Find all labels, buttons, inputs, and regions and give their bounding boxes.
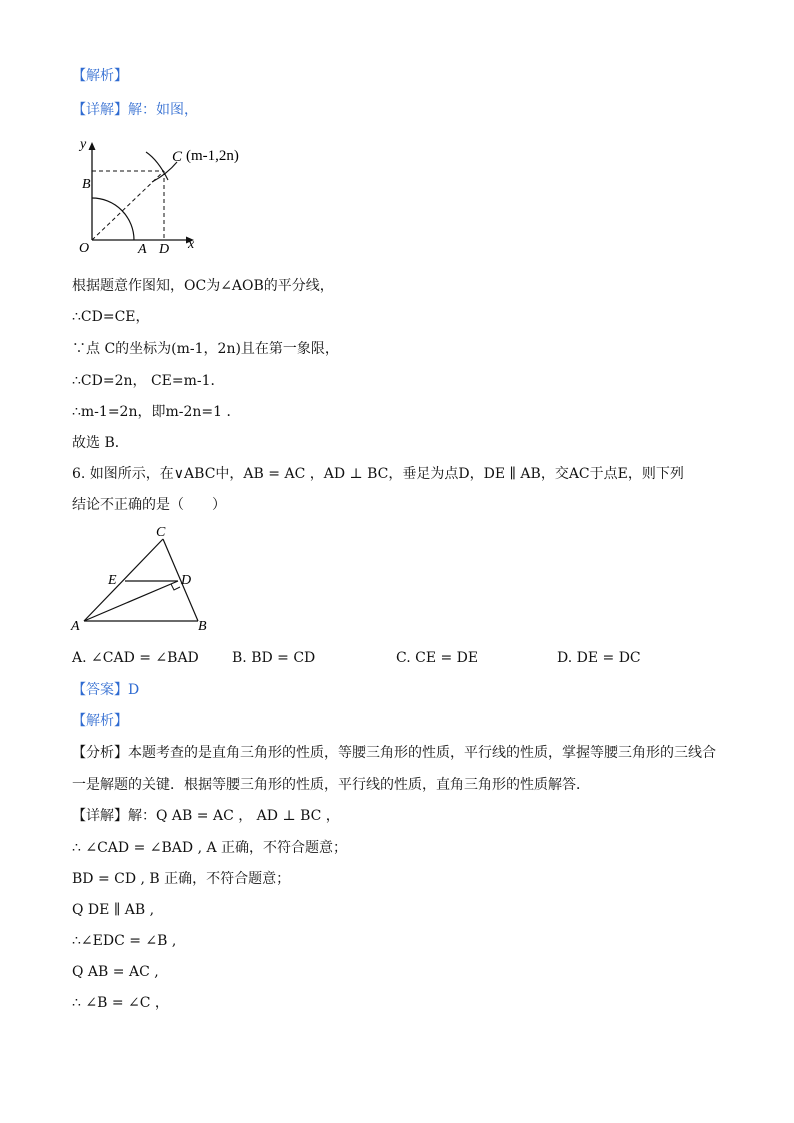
- q6-stem-line-1: 6. 如图所示，在∨ABC中，AB = AC ，AD ⊥ BC，垂足为点D，DE ∥ AB，交AC于点E，则下列: [72, 466, 684, 482]
- analysis-line-1: 【分析】本题考查的是直角三角形的性质，等腰三角形的性质，平行线的性质，掌握等腰三角形的三线合: [72, 745, 716, 761]
- label-C2: C: [156, 525, 166, 540]
- solution-line-4: ∴CD=2n， CE=m-1．: [72, 373, 225, 389]
- detail-line-3: BD = CD , B 正确，不符合题意；: [72, 871, 291, 887]
- option-d: D. DE = DC: [557, 650, 641, 666]
- label-E2: E: [108, 573, 117, 588]
- option-a: A. ∠CAD = ∠BAD: [72, 650, 199, 666]
- detail-line-7: ∴ ∠B = ∠C ，: [72, 995, 169, 1011]
- analysis-line-2: 一是解题的关键．根据等腰三角形的性质，平行线的性质，直角三角形的性质解答．: [72, 777, 590, 793]
- triangle-figure: [68, 524, 228, 639]
- y-axis-arrow: [89, 142, 96, 150]
- solution-line-5: ∴m-1=2n，即m-2n=1 ．: [72, 404, 241, 420]
- detail-line-5: ∴∠EDC = ∠B ,: [72, 933, 177, 949]
- label-D2: D: [181, 573, 192, 588]
- answer-text: 【答案】D: [72, 682, 140, 698]
- jiexi-heading-1: 【解析】: [72, 68, 128, 84]
- q6-stem-line-2: 结论不正确的是（ ）: [72, 497, 226, 513]
- label-y: y: [80, 137, 87, 152]
- answer-line: [72, 680, 139, 700]
- label-A2: A: [71, 619, 80, 634]
- right-angle-mark: [171, 584, 180, 590]
- arc-c-1: [146, 152, 168, 180]
- label-x: x: [188, 237, 195, 252]
- coordinate-figure: [72, 132, 272, 257]
- label-D: D: [159, 242, 170, 257]
- label-B2: B: [198, 619, 207, 634]
- xiangjie-line-1: [72, 100, 198, 120]
- label-coord: (m-1,2n): [186, 148, 239, 164]
- label-C: C: [172, 149, 183, 165]
- side-ac: [84, 539, 163, 621]
- segment-ad: [84, 581, 178, 621]
- option-c: C. CE = DE: [396, 650, 479, 666]
- label-O: O: [79, 241, 90, 256]
- solution-line-3: ∵点 C的坐标为(m-1，2n)且在第一象限，: [72, 341, 339, 357]
- detail-line-6: Q AB = AC ,: [72, 964, 159, 980]
- detail-line-2: ∴ ∠CAD = ∠BAD , A 正确，不符合题意；: [72, 840, 348, 856]
- jiexi-heading-2: 【解析】: [72, 713, 128, 729]
- solution-line-1: 根据题意作图知，OC为∠AOB的平分线，: [72, 278, 334, 294]
- label-A: A: [138, 242, 147, 257]
- detail-line-1: 【详解】解：Q AB = AC ， AD ⊥ BC ，: [72, 808, 340, 824]
- solution-line-6: 故选 B．: [72, 435, 129, 451]
- detail-line-4: Q DE ∥ AB ,: [72, 902, 155, 918]
- solution-line-2: ∴CD=CE，: [72, 309, 150, 325]
- xiangjie-text: 【详解】解：如图，: [72, 102, 198, 118]
- option-b: B. BD = CD: [232, 650, 316, 666]
- label-B: B: [82, 177, 91, 192]
